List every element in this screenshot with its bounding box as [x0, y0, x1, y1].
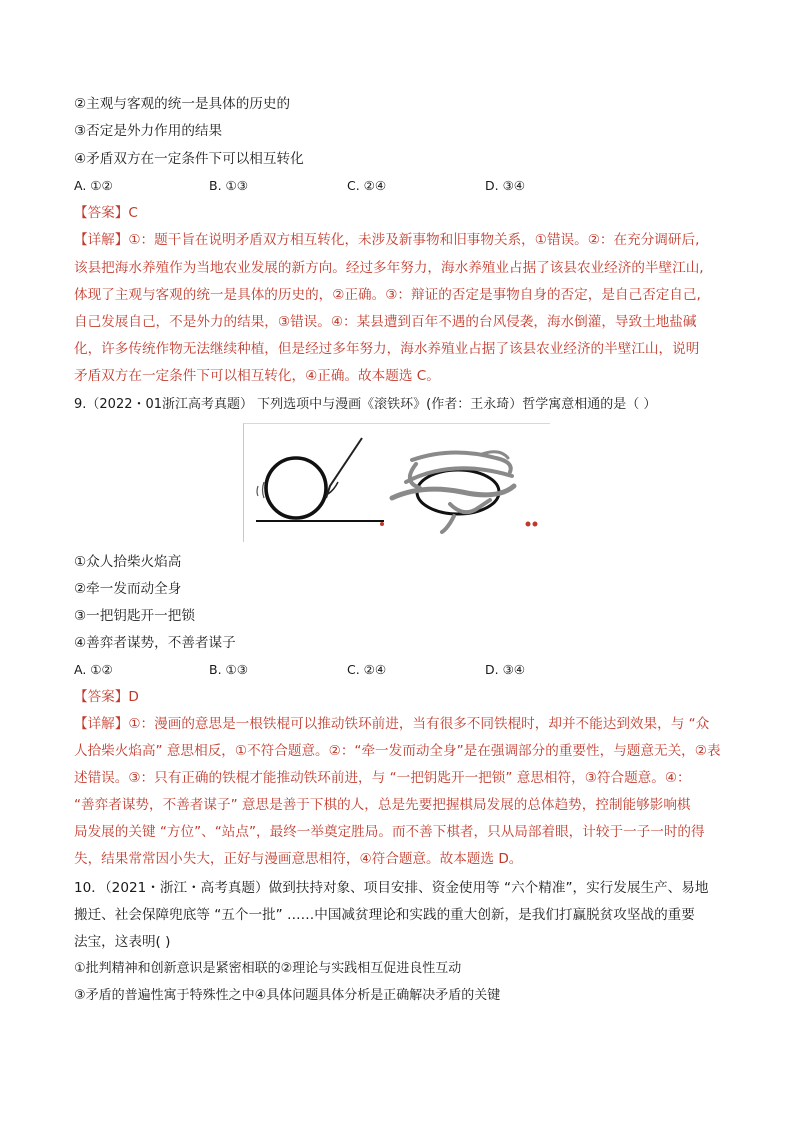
q9-detail-line-1	[74, 715, 709, 733]
q8-option-d: D. ③④	[485, 178, 525, 193]
q9-option-b: B. ①③	[209, 662, 248, 677]
q9-detail-line-5: 局发展的关键 “方位”、“站点”，最终一举奠定胜局。而不善下棋者，只从局部着眼，计较于一子一时的得	[74, 824, 705, 840]
q8-options	[74, 177, 574, 195]
q8-detail-line-5: 化，许多传统作物无法继续种植，但是经过多年努力，海水养殖业占据了该县农业经济的半壁江山，说明	[74, 341, 700, 357]
hoop-left	[266, 458, 326, 518]
q8-detail-text-1: ①：题干旨在说明矛盾双方相互转化，未涉及新事物和旧事物关系，①错误。②：在充分调研后,	[128, 232, 700, 248]
q8-detail-line-3: 体现了主观与客观的统一是具体的历史的，②正确。③：辩证的否定是事物自身的否定，是自己否定自己,	[74, 287, 701, 303]
q9-detail-line-2: 人拾柴火焰高” 意思相反，①不符合题意。②：“牵一发而动全身”是在强调部分的重要性，与题意无关，②表	[74, 743, 721, 759]
q10-stem-line-3: 法宝，这表明( )	[74, 934, 171, 950]
q8-detail-line-6: 矛盾双方在一定条件下可以相互转化，④正确。故本题选 C。	[74, 368, 440, 384]
red-dot-right-1	[526, 522, 531, 527]
q9-statement-3: ③一把钥匙开一把锁	[74, 608, 195, 624]
q8-statement-3: ③否定是外力作用的结果	[74, 123, 223, 139]
q8-answer-value: C	[128, 205, 138, 221]
q9-detail-text-1: ①：漫画的意思是一根铁棍可以推动铁环前进，当有很多不同铁棍时，却并不能达到效果，与 “众	[128, 716, 710, 732]
q9-detail-line-6: 失，结果常常因小失大，正好与漫画意思相符，④符合题意。故本题选 D。	[74, 851, 523, 867]
q9-detail-line-3: 述错误。③：只有正确的铁棍才能推动铁环前进，与 “一把钥匙开一把锁” 意思相符，③符合题意。④：	[74, 770, 691, 786]
red-dot-right-2	[533, 522, 538, 527]
stick-1	[392, 486, 514, 498]
q10-stem-line-1: 10．（2021・浙江・高考真题）做到扶持对象、项目安排、资金使用等 “六个精准”，实行发展生产、易地	[74, 880, 709, 896]
q9-option-d: D. ③④	[485, 662, 525, 677]
q8-option-c: C. ②④	[347, 178, 387, 193]
q8-detail-line-4: 自己发展自己，不是外力的结果，③错误。④：某县遭到百年不遇的台风侵袭，海水倒灌，导致土地盐碱	[74, 314, 697, 330]
q9-statement-4: ④善弈者谋势，不善者谋子	[74, 635, 236, 651]
q9-detail-label: 【详解】	[74, 716, 129, 732]
q8-option-a: A. ①②	[74, 178, 113, 193]
q9-stem: 9.（2022・01浙江高考真题） 下列选项中与漫画《滚铁环》(作者：王永琦）哲学寓意相通的是（ ）	[74, 397, 657, 412]
q9-option-a: A. ①②	[74, 662, 113, 677]
stick-left	[326, 438, 362, 498]
q8-detail-label: 【详解】	[74, 232, 129, 248]
hoop-cartoon-figure	[243, 423, 550, 542]
q10-stem-line-2: 搬迁、社会保障兜底等 “五个一批” ……中国减贫理论和实践的重大创新，是我们打赢脱贫攻坚战的重要	[74, 907, 695, 923]
q8-detail-line-1	[74, 231, 699, 249]
q9-answer	[74, 688, 139, 706]
q8-detail-line-2: 该县把海水养殖作为当地农业发展的新方向。经过多年努力，海水养殖业占据了该县农业经济的半壁江山,	[74, 260, 704, 276]
q9-answer-label: 【答案】	[74, 689, 129, 705]
q9-detail-line-4: “善弈者谋势，不善者谋子” 意思是善于下棋的人，总是先要把握棋局发展的总体趋势，控制能够影响棋	[74, 797, 691, 813]
q9-statement-1: ①众人拾柴火焰高	[74, 554, 182, 570]
q8-answer-label: 【答案】	[74, 205, 129, 221]
motion-mark-2	[257, 486, 258, 496]
q9-option-c: C. ②④	[347, 662, 387, 677]
stick-6	[442, 516, 454, 532]
red-dot-left	[380, 522, 384, 526]
motion-mark-1	[263, 482, 265, 498]
q10-statements-1-2: ①批判精神和创新意识是紧密相联的②理论与实践相互促进良性互动	[74, 961, 462, 976]
q9-options	[74, 661, 574, 679]
rolling-hoop-icon	[244, 424, 550, 542]
q8-answer	[74, 204, 138, 222]
q10-statements-3-4: ③矛盾的普遍性寓于特殊性之中④具体问题具体分析是正确解决矛盾的关键	[74, 988, 501, 1003]
q9-answer-value: D	[128, 689, 139, 705]
q9-statement-2: ②牵一发而动全身	[74, 581, 182, 597]
q8-statement-2: ②主观与客观的统一是具体的历史的	[74, 96, 291, 112]
q8-statement-4: ④矛盾双方在一定条件下可以相互转化	[74, 151, 304, 167]
q8-option-b: B. ①③	[209, 178, 248, 193]
